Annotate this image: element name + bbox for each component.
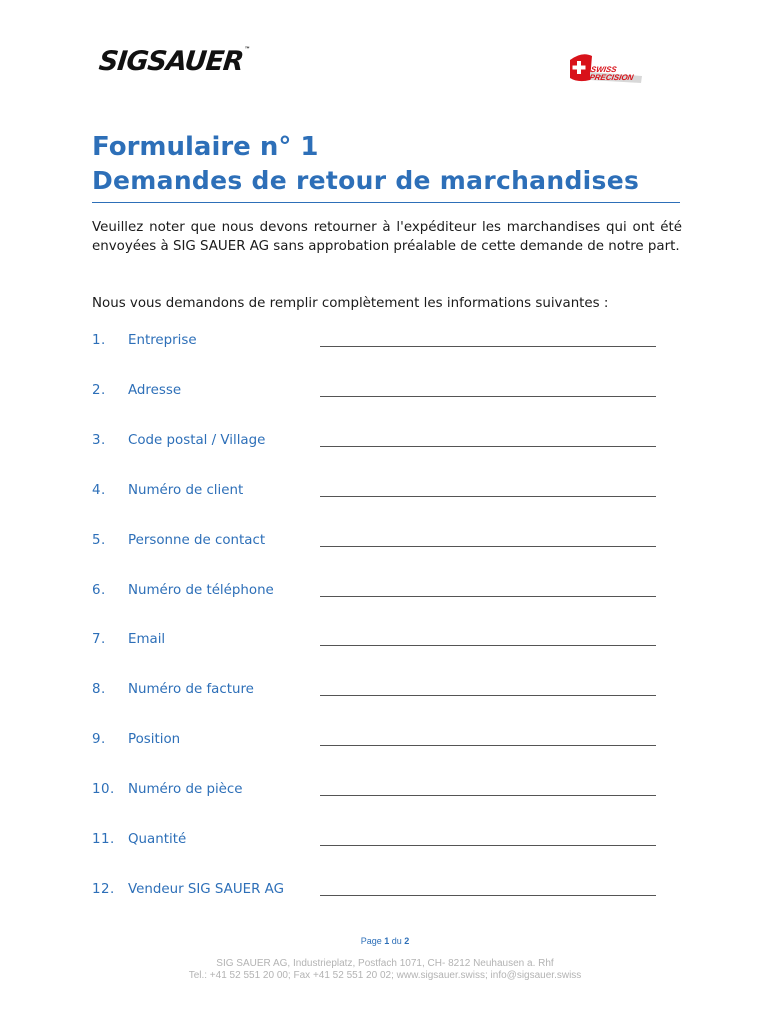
title-divider — [92, 202, 680, 203]
field-number: 3. — [92, 432, 106, 448]
field-label: Position — [128, 732, 181, 748]
field-fill-line[interactable] — [320, 895, 656, 896]
form-field-row — [92, 333, 662, 353]
field-label: Numéro de téléphone — [128, 582, 274, 598]
field-label: Vendeur SIG SAUER AG — [128, 881, 284, 897]
swiss-precision-logo — [568, 50, 648, 90]
form-field-row — [92, 632, 662, 652]
notice-paragraph: Veuillez noter que nous devons retourner à l'expéditeur les marchandises qui ont été envoyées à SIG SAUER AG sans approbation préalable de cette demande de notre part. — [92, 220, 682, 254]
footer-address: SIG SAUER AG, Industrieplatz, Postfach 1071, CH- 8212 Neuhausen a. Rhf — [216, 958, 554, 969]
form-field-row — [92, 383, 662, 403]
field-number: 8. — [92, 682, 106, 698]
form-field-row — [92, 533, 662, 553]
brand-trademark: ™ — [243, 46, 251, 53]
field-label: Entreprise — [128, 333, 197, 348]
page-prefix: Page — [360, 936, 382, 946]
field-fill-line[interactable] — [320, 795, 656, 796]
footer-contact: Tel.: +41 52 551 20 00; Fax +41 52 551 20 02; www.sigsauer.swiss; info@sigsauer.swiss — [188, 970, 582, 981]
field-label: Code postal / Village — [128, 432, 266, 448]
form-field-row — [92, 832, 662, 852]
field-number: 11. — [92, 832, 115, 847]
form-field-row — [92, 732, 662, 752]
page-subtitle: Demandes de retour de marchandises — [92, 166, 640, 195]
field-fill-line[interactable] — [320, 695, 656, 696]
field-label: Numéro de client — [128, 482, 244, 498]
field-label: Quantité — [128, 832, 187, 847]
field-number: 6. — [92, 582, 106, 598]
field-fill-line[interactable] — [320, 745, 656, 746]
field-number: 1. — [92, 333, 106, 348]
swiss-text-line1: SWISS — [590, 65, 618, 74]
field-number: 4. — [92, 482, 106, 498]
sig-sauer-logo — [97, 46, 250, 77]
field-fill-line[interactable] — [320, 496, 656, 497]
page-total: 2 — [404, 936, 410, 946]
field-number: 5. — [92, 532, 106, 548]
field-fill-line[interactable] — [320, 845, 656, 846]
field-number: 7. — [92, 632, 106, 648]
field-label: Email — [128, 632, 166, 648]
brand-name: SIGSAUER — [97, 46, 245, 77]
field-label: Personne de contact — [128, 532, 266, 548]
field-number: 2. — [92, 382, 106, 398]
field-fill-line[interactable] — [320, 596, 656, 597]
field-number: 10. — [92, 782, 115, 798]
field-label: Numéro de facture — [128, 682, 254, 698]
field-fill-line[interactable] — [320, 346, 656, 347]
page-current: 1 — [384, 936, 390, 946]
field-label: Numéro de pièce — [128, 782, 243, 798]
field-label: Adresse — [128, 382, 182, 398]
form-field-row — [92, 682, 662, 702]
form-field-row — [92, 782, 662, 802]
field-fill-line[interactable] — [320, 546, 656, 547]
page-middle: du — [391, 936, 402, 946]
field-fill-line[interactable] — [320, 396, 656, 397]
swiss-text-line2: PRECISION — [588, 73, 635, 82]
form-field-row — [92, 882, 662, 902]
form-field-row — [92, 483, 662, 503]
field-number: 12. — [92, 881, 115, 897]
form-field-row — [92, 583, 662, 603]
page-number — [0, 936, 770, 946]
field-number: 9. — [92, 732, 106, 748]
field-fill-line[interactable] — [320, 645, 656, 646]
swiss-precision-text — [589, 66, 636, 82]
instruction-paragraph: Nous vous demandons de remplir complètement les informations suivantes : — [92, 296, 609, 311]
form-field-row — [92, 433, 662, 453]
field-fill-line[interactable] — [320, 446, 656, 447]
page-title: Formulaire n° 1 — [92, 132, 319, 162]
